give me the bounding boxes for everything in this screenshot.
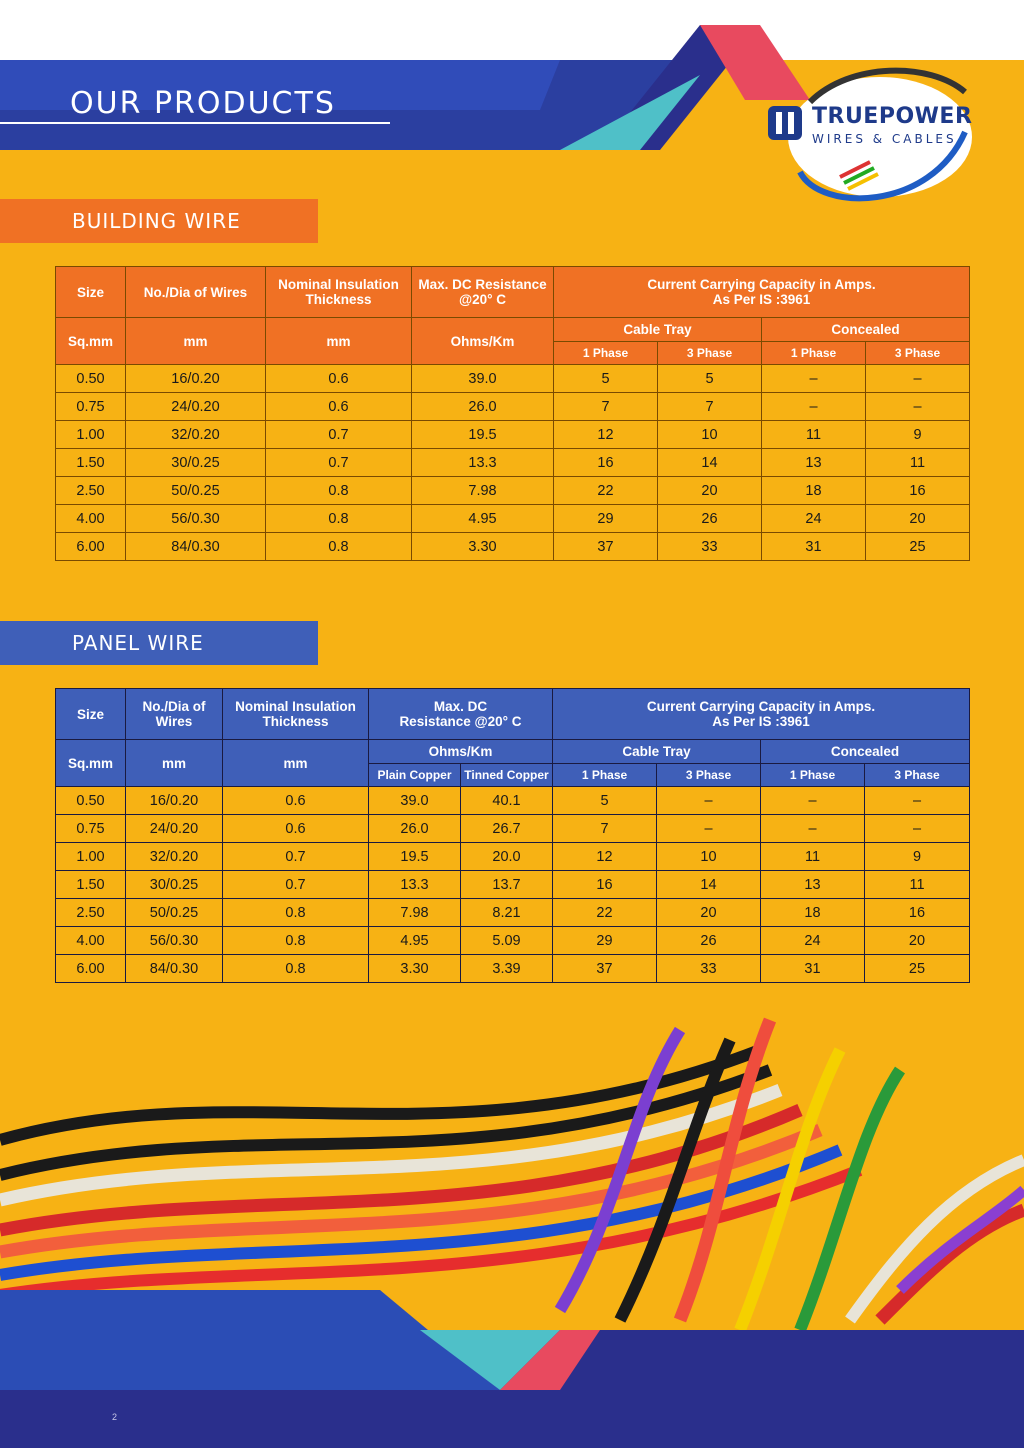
table-cell: 16 [554, 449, 658, 477]
table-cell: 3.30 [412, 533, 554, 561]
table-row [56, 505, 970, 533]
header-size: Size [56, 689, 126, 740]
table-cell: 7.98 [369, 899, 461, 927]
table-cell: 29 [554, 505, 658, 533]
table-cell: 50/0.25 [126, 477, 266, 505]
table-cell: 9 [866, 421, 970, 449]
table-cell: 31 [761, 955, 865, 983]
table-cell: 22 [553, 899, 657, 927]
table-cell: 10 [657, 843, 761, 871]
table-cell: 10 [658, 421, 762, 449]
table-cell: 7 [658, 393, 762, 421]
table-cell: 24 [761, 927, 865, 955]
table-cell: 26.0 [369, 815, 461, 843]
table-cell: 0.6 [266, 365, 412, 393]
table-cell: 25 [865, 955, 970, 983]
table-cell: 7 [554, 393, 658, 421]
table-cell: 0.8 [266, 505, 412, 533]
header-capacity-line1: Current Carrying Capacity in Amps. [646, 699, 876, 714]
table-cell: 4.00 [56, 927, 126, 955]
table-cell: 6.00 [56, 533, 126, 561]
table-cell: 7.98 [412, 477, 554, 505]
table-cell: 20 [658, 477, 762, 505]
header-tray-3-phase: 3 Phase [657, 764, 761, 787]
table-cell: 0.8 [266, 477, 412, 505]
table-cell: 0.7 [266, 421, 412, 449]
table-cell: – [866, 365, 970, 393]
table-cell: 33 [658, 533, 762, 561]
table-cell: – [761, 815, 865, 843]
table-cell: 3.39 [461, 955, 553, 983]
header-concealed-1-phase: 1 Phase [761, 764, 865, 787]
header-resistance [369, 689, 553, 740]
table-cell: 7 [553, 815, 657, 843]
table-row [56, 365, 970, 393]
table-cell: 32/0.20 [126, 843, 223, 871]
table-cell: 0.8 [223, 927, 369, 955]
table-cell: 0.7 [266, 449, 412, 477]
table-cell: 0.6 [223, 787, 369, 815]
table-cell: – [865, 815, 970, 843]
header-concealed-1-phase: 1 Phase [762, 342, 866, 365]
table-cell: 16/0.20 [126, 365, 266, 393]
table-cell: 24/0.20 [126, 393, 266, 421]
table-row [56, 449, 970, 477]
header-concealed-3-phase: 3 Phase [865, 764, 970, 787]
table-cell: 0.8 [223, 955, 369, 983]
header-insulation: Nominal Insulation Thickness [223, 689, 369, 740]
table-cell: 4.95 [369, 927, 461, 955]
table-row [56, 927, 970, 955]
table-cell: 84/0.30 [126, 955, 223, 983]
table-cell: 14 [658, 449, 762, 477]
table-cell: 30/0.25 [126, 871, 223, 899]
table-cell: 18 [761, 899, 865, 927]
table-cell: 5.09 [461, 927, 553, 955]
table-cell: 2.50 [56, 899, 126, 927]
title-underline [0, 122, 390, 124]
header-wires: No./Dia of Wires [126, 689, 223, 740]
table-cell: 29 [553, 927, 657, 955]
table-cell: 16 [866, 477, 970, 505]
table-cell: – [657, 815, 761, 843]
footer-shapes [0, 1280, 1024, 1400]
table-row [56, 871, 970, 899]
table-cell: 26.7 [461, 815, 553, 843]
header-cable-tray: Cable Tray [553, 740, 761, 764]
table-cell: – [762, 393, 866, 421]
header-resistance-line1: Max. DC [433, 699, 488, 714]
table-cell: 11 [762, 421, 866, 449]
table-cell: 11 [866, 449, 970, 477]
table-cell: 37 [553, 955, 657, 983]
table-row [56, 787, 970, 815]
building-wire-rows [56, 365, 970, 561]
table-cell: 1.00 [56, 843, 126, 871]
table-cell: 40.1 [461, 787, 553, 815]
table-cell: 84/0.30 [126, 533, 266, 561]
unit-wires: mm [126, 740, 223, 787]
header-tinned-copper: Tinned Copper [461, 764, 553, 787]
building-wire-table [55, 266, 970, 561]
unit-insulation: mm [266, 318, 412, 365]
table-cell: 13.7 [461, 871, 553, 899]
header-resistance-line2: Resistance @20° C [399, 714, 522, 729]
table-cell: 0.6 [223, 815, 369, 843]
table-cell: 0.75 [56, 815, 126, 843]
logo-subtitle: WIRES & CABLES [812, 132, 957, 146]
header-plain-copper: Plain Copper [369, 764, 461, 787]
table-cell: 14 [657, 871, 761, 899]
table-cell: 4.00 [56, 505, 126, 533]
table-cell: 26 [658, 505, 762, 533]
header-capacity-line2: As Per IS :3961 [712, 714, 810, 729]
table-row [56, 899, 970, 927]
header-tray-3-phase: 3 Phase [658, 342, 762, 365]
unit-resistance: Ohms/Km [412, 318, 554, 365]
table-cell: 1.00 [56, 421, 126, 449]
table-row [56, 393, 970, 421]
header-capacity-line1: Current Carrying Capacity in Amps. [647, 277, 876, 292]
table-cell: 26 [657, 927, 761, 955]
table-cell: – [762, 365, 866, 393]
table-cell: – [865, 787, 970, 815]
table-cell: 11 [865, 871, 970, 899]
table-cell: 0.7 [223, 843, 369, 871]
table-cell: 56/0.30 [126, 927, 223, 955]
table-cell: 5 [554, 365, 658, 393]
table-cell: 25 [866, 533, 970, 561]
table-row [56, 955, 970, 983]
header-tray-1-phase: 1 Phase [553, 764, 657, 787]
table-cell: 13 [762, 449, 866, 477]
unit-wires: mm [126, 318, 266, 365]
table-cell: 12 [553, 843, 657, 871]
table-cell: 1.50 [56, 449, 126, 477]
table-row [56, 533, 970, 561]
table-cell: 30/0.25 [126, 449, 266, 477]
table-cell: 2.50 [56, 477, 126, 505]
table-cell: 19.5 [412, 421, 554, 449]
header-concealed: Concealed [762, 318, 970, 342]
table-cell: 8.21 [461, 899, 553, 927]
table-cell: 0.8 [223, 899, 369, 927]
header-concealed-3-phase: 3 Phase [866, 342, 970, 365]
panel-wire-rows [56, 787, 970, 983]
table-cell: 13.3 [412, 449, 554, 477]
page-number: 2 [112, 1412, 118, 1422]
panel-wire-heading: PANEL WIRE [0, 621, 318, 665]
page-title: OUR PRODUCTS [70, 86, 336, 121]
building-wire-heading: BUILDING WIRE [0, 199, 318, 243]
table-cell: 39.0 [369, 787, 461, 815]
header-size: Size [56, 267, 126, 318]
table-cell: 0.7 [223, 871, 369, 899]
table-cell: 22 [554, 477, 658, 505]
table-cell: 16 [865, 899, 970, 927]
header-insulation: Nominal Insulation Thickness [266, 267, 412, 318]
table-cell: 5 [658, 365, 762, 393]
table-cell: 37 [554, 533, 658, 561]
header-capacity [554, 267, 970, 318]
table-row [56, 477, 970, 505]
table-cell: 39.0 [412, 365, 554, 393]
header-tray-1-phase: 1 Phase [554, 342, 658, 365]
table-cell: 16 [553, 871, 657, 899]
table-cell: 19.5 [369, 843, 461, 871]
logo-name: TRUEPOWER [812, 104, 973, 129]
unit-resistance: Ohms/Km [369, 740, 553, 764]
table-row [56, 421, 970, 449]
table-cell: 0.50 [56, 787, 126, 815]
table-cell: 13.3 [369, 871, 461, 899]
table-cell: 0.75 [56, 393, 126, 421]
table-cell: 50/0.25 [126, 899, 223, 927]
table-cell: 18 [762, 477, 866, 505]
panel-wire-table [55, 688, 970, 983]
table-cell: 24/0.20 [126, 815, 223, 843]
table-cell: 24 [762, 505, 866, 533]
table-cell: 20.0 [461, 843, 553, 871]
table-cell: 20 [866, 505, 970, 533]
table-cell: 56/0.30 [126, 505, 266, 533]
table-row [56, 843, 970, 871]
table-cell: 5 [553, 787, 657, 815]
unit-size: Sq.mm [56, 740, 126, 787]
table-cell: 13 [761, 871, 865, 899]
table-cell: – [866, 393, 970, 421]
header-wires: No./Dia of Wires [126, 267, 266, 318]
table-cell: 12 [554, 421, 658, 449]
table-row [56, 815, 970, 843]
header-concealed: Concealed [761, 740, 970, 764]
table-cell: 16/0.20 [126, 787, 223, 815]
unit-size: Sq.mm [56, 318, 126, 365]
table-cell: – [657, 787, 761, 815]
table-cell: 26.0 [412, 393, 554, 421]
table-cell: 9 [865, 843, 970, 871]
table-cell: 6.00 [56, 955, 126, 983]
header-capacity-line2: As Per IS :3961 [712, 292, 811, 307]
table-cell: 0.8 [266, 533, 412, 561]
table-cell: 11 [761, 843, 865, 871]
table-cell: 31 [762, 533, 866, 561]
header-capacity [553, 689, 970, 740]
unit-insulation: mm [223, 740, 369, 787]
table-cell: 20 [865, 927, 970, 955]
table-cell: 1.50 [56, 871, 126, 899]
table-cell: 33 [657, 955, 761, 983]
header-cable-tray: Cable Tray [554, 318, 762, 342]
table-cell: – [761, 787, 865, 815]
table-cell: 4.95 [412, 505, 554, 533]
table-cell: 0.50 [56, 365, 126, 393]
table-cell: 0.6 [266, 393, 412, 421]
table-cell: 3.30 [369, 955, 461, 983]
table-cell: 32/0.20 [126, 421, 266, 449]
header-resistance: Max. DC Resistance @20° C [412, 267, 554, 318]
table-cell: 20 [657, 899, 761, 927]
